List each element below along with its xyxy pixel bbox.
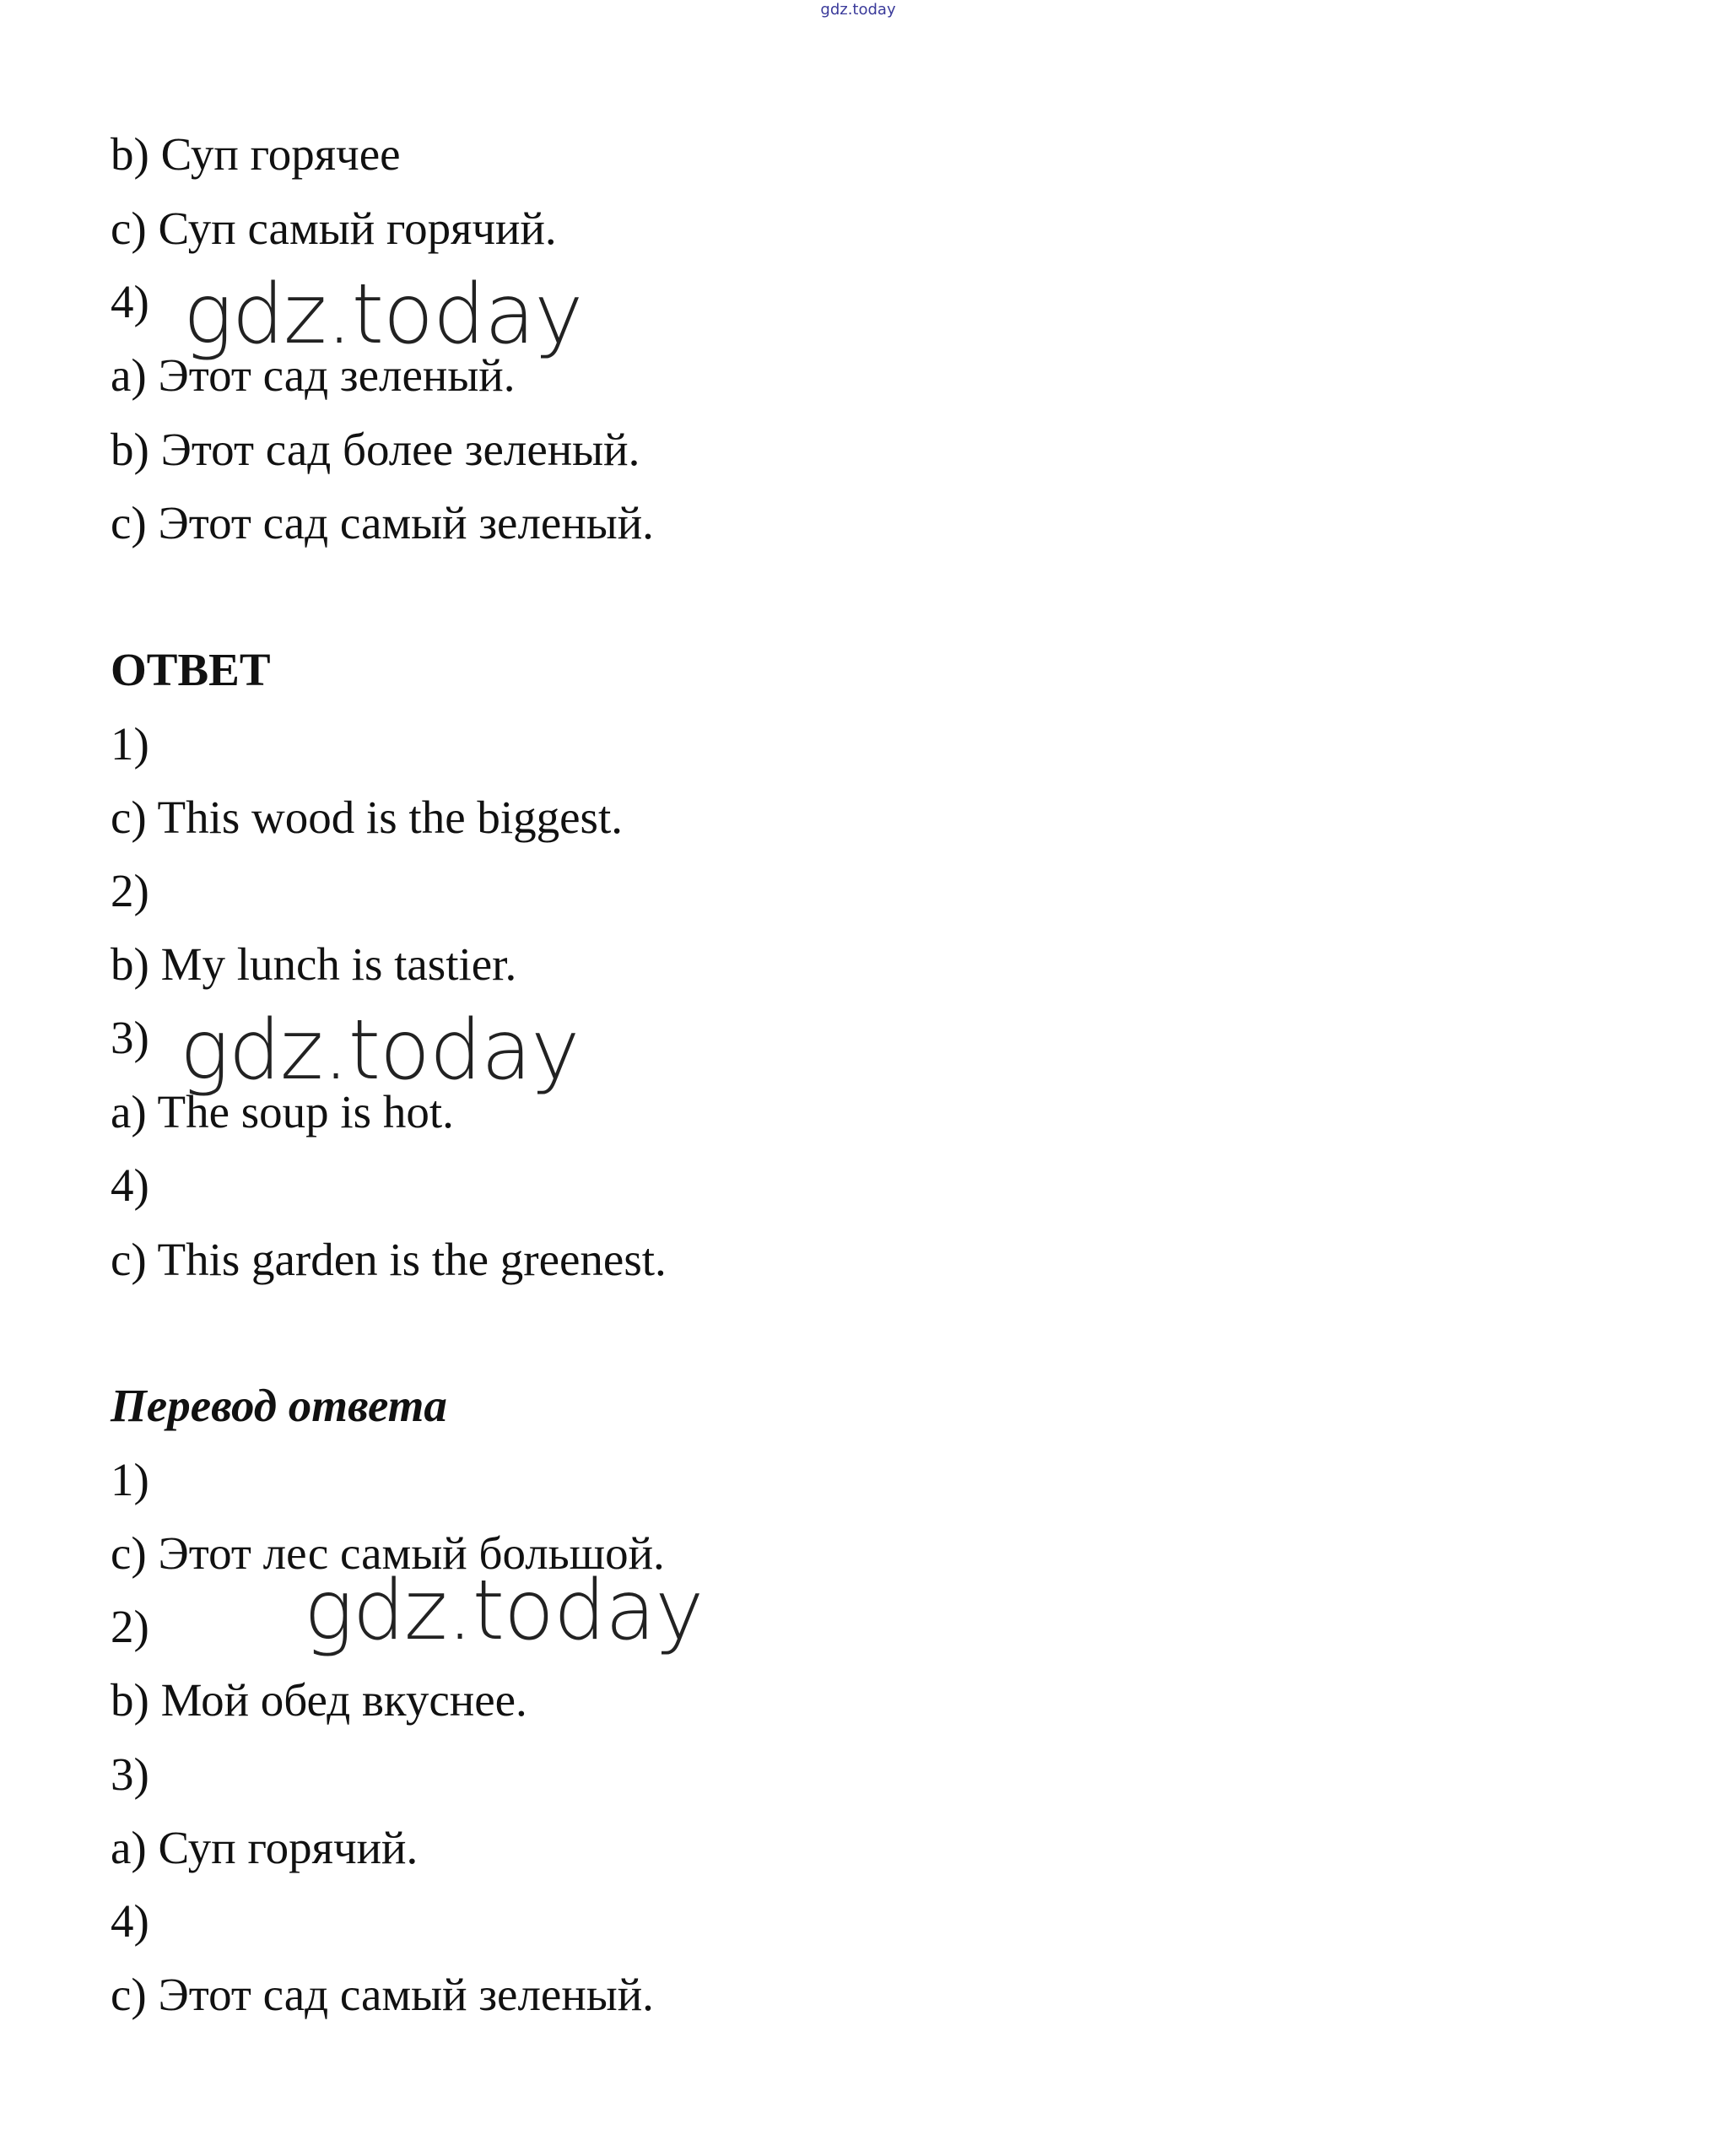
answer-3-text: a) The soup is hot. xyxy=(111,1086,454,1137)
question-4-option-a: a) Этот сад зеленый. xyxy=(111,349,516,401)
question-3-option-b: b) Суп горячее xyxy=(111,128,401,180)
translation-1-text: c) Этот лес самый большой. xyxy=(111,1527,665,1579)
answer-1-number: 1) xyxy=(111,718,149,770)
question-4-option-b: b) Этот сад более зеленый. xyxy=(111,424,640,475)
translation-2-number: 2) xyxy=(111,1601,149,1652)
answer-4-text: c) This garden is the greenest. xyxy=(111,1234,667,1285)
answer-2-number: 2) xyxy=(111,865,149,916)
question-4-option-c: c) Этот сад самый зеленый. xyxy=(111,497,654,548)
answer-4-number: 4) xyxy=(111,1159,149,1211)
translation-3-number: 3) xyxy=(111,1748,149,1800)
answer-2-text: b) My lunch is tastier. xyxy=(111,938,517,990)
watermark-logo: gdz.today xyxy=(304,1563,704,1659)
answer-3-number: 3) xyxy=(111,1012,149,1063)
translation-1-number: 1) xyxy=(111,1454,149,1505)
translation-4-number: 4) xyxy=(111,1895,149,1947)
watermark-logo: gdz.today xyxy=(180,1002,580,1099)
watermark-logo: gdz.today xyxy=(183,267,583,363)
answer-1-text: c) This wood is the biggest. xyxy=(111,792,623,843)
question-4-number: 4) xyxy=(111,276,149,327)
translation-4-text: c) Этот сад самый зеленый. xyxy=(111,1969,654,2020)
translation-2-text: b) Мой обед вкуснее. xyxy=(111,1674,527,1726)
answer-heading: ОТВЕТ xyxy=(111,644,271,695)
header-watermark: gdz.today xyxy=(820,1,896,19)
question-3-option-c: c) Суп самый горячий. xyxy=(111,203,557,254)
translation-heading: Перевод ответа xyxy=(111,1380,447,1431)
translation-3-text: a) Суп горячий. xyxy=(111,1822,419,1873)
